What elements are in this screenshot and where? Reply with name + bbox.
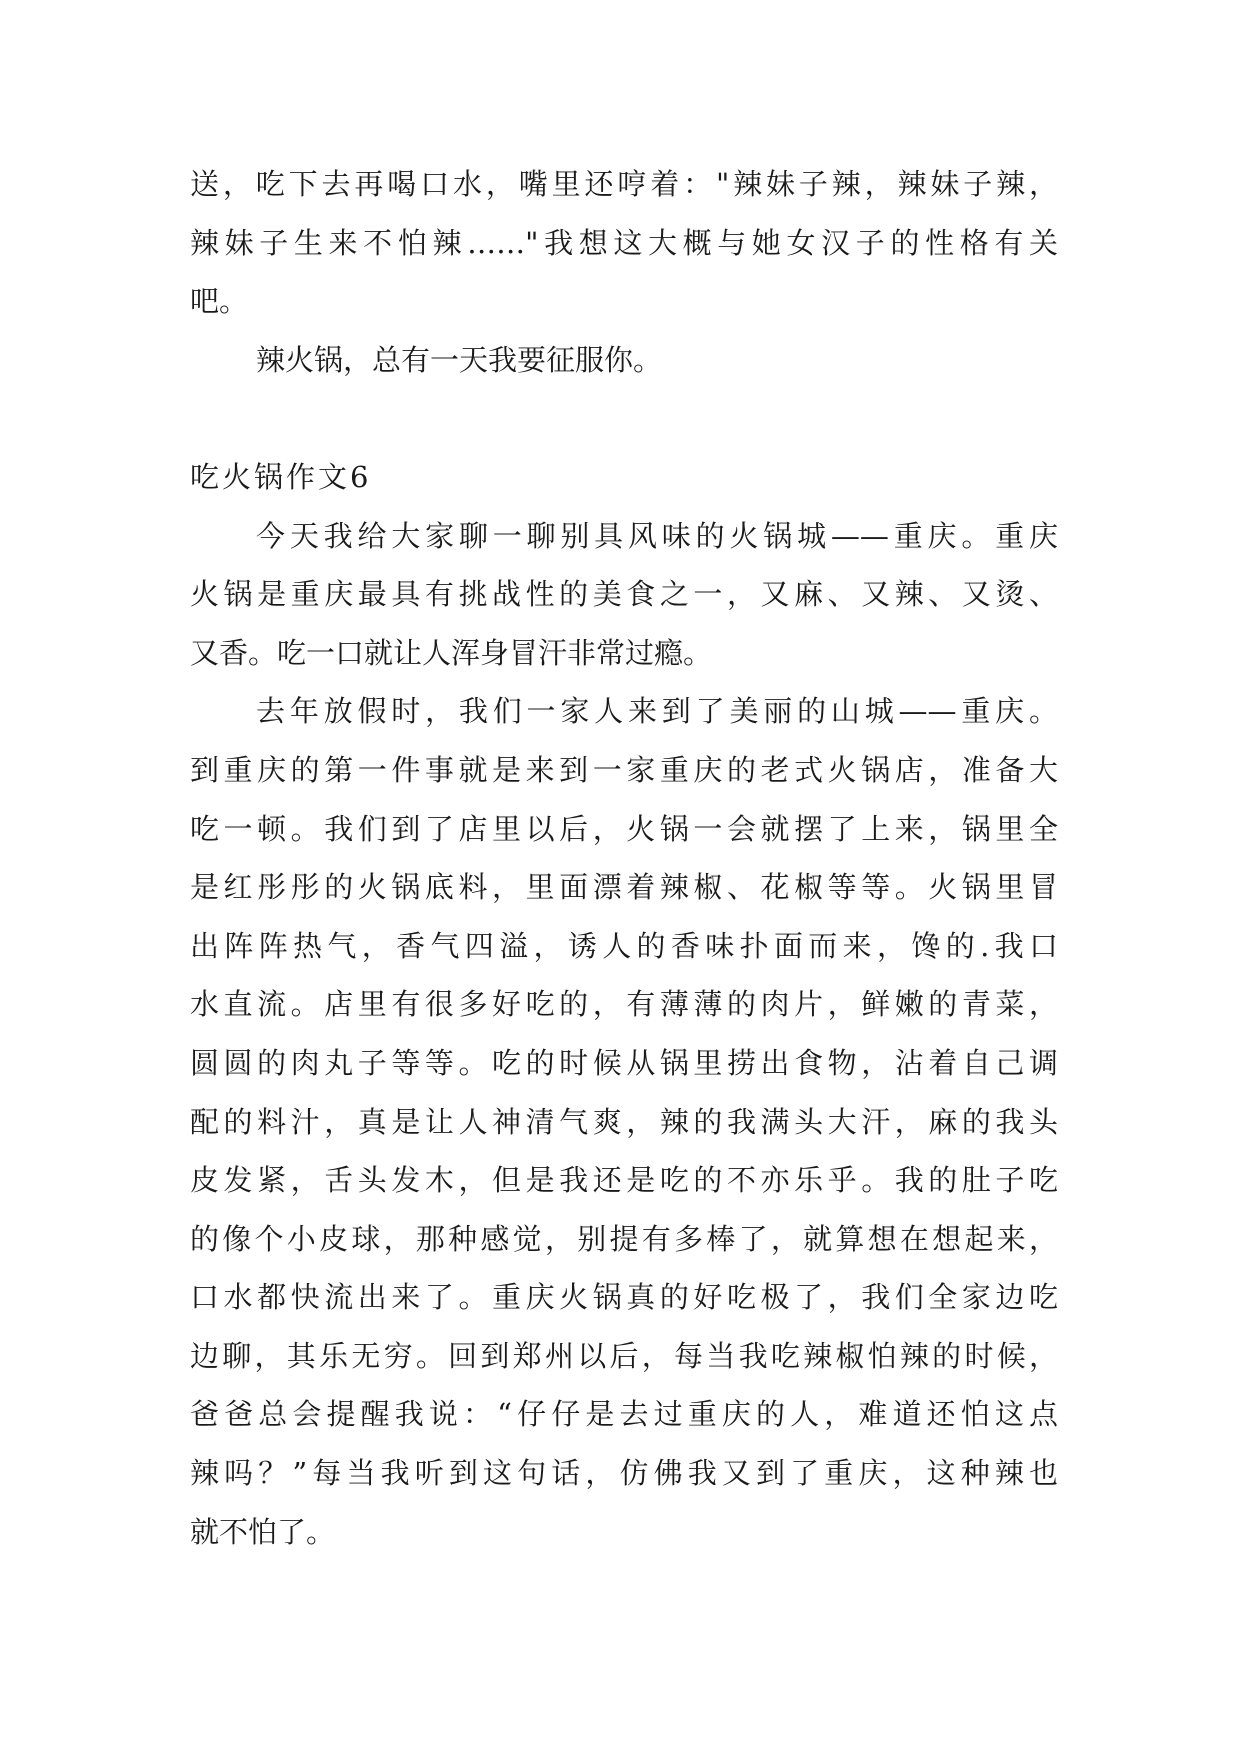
text-line: 水直流。店里有很多好吃的，有薄薄的肉片，鲜嫩的青菜， [190, 987, 1058, 1022]
text-line: 爸爸总会提醒我说：“仔仔是去过重庆的人，难道还怕这点 [190, 1397, 1058, 1432]
text-line: 送，吃下去再喝口水，嘴里还哼着："辣妹子辣，辣妹子辣， [190, 167, 1058, 201]
text-line: 火锅是重庆最具有挑战性的美食之一，又麻、又辣、又烫、 [190, 577, 1058, 612]
text-line: 的像个小皮球，那种感觉，别提有多棒了，就算想在想起来， [190, 1221, 1058, 1256]
text-line: 吃一顿。我们到了店里以后，火锅一会就摆了上来，锅里全 [190, 811, 1058, 846]
text-line: 就不怕了。 [190, 1514, 336, 1549]
text-line: 辣吗？”每当我听到这句话，仿佛我又到了重庆，这种辣也 [190, 1456, 1058, 1491]
text-line: 吧。 [190, 284, 249, 319]
essay-5-ending [190, 155, 1058, 389]
section-title: 吃火锅作文6 [190, 459, 372, 494]
paragraph [190, 682, 1058, 1561]
text-line: 口水都快流出来了。重庆火锅真的好吃极了，我们全家边吃 [190, 1280, 1058, 1315]
text-line: 边聊，其乐无穷。回到郑州以后，每当我吃辣椒怕辣的时候， [190, 1338, 1058, 1373]
text-line: 出阵阵热气，香气四溢，诱人的香味扑面而来，馋的.我口 [190, 928, 1058, 963]
text-line: 圆圆的肉丸子等等。吃的时候从锅里捞出食物，沾着自己调 [190, 1045, 1058, 1080]
paragraph [190, 155, 1058, 331]
text-line: 是红彤彤的火锅底料，里面漂着辣椒、花椒等等。火锅里冒 [190, 870, 1058, 905]
text-line: 又香。吃一口就让人浑身冒汗非常过瘾。 [190, 635, 713, 670]
blank-line [190, 389, 1058, 448]
text-line: 到重庆的第一件事就是来到一家重庆的老式火锅店，准备大 [190, 752, 1058, 787]
text-line: 皮发紧，舌头发木，但是我还是吃的不亦乐乎。我的肚子吃 [190, 1163, 1058, 1198]
paragraph [190, 507, 1058, 683]
text-line: 今天我给大家聊一聊别具风味的火锅城——重庆。重庆 [256, 518, 1058, 553]
text-line: 辣妹子生来不怕辣……"我想这大概与她女汉子的性格有关 [190, 225, 1058, 260]
document-page [190, 155, 1058, 1561]
paragraph [190, 331, 1058, 390]
text-line: 去年放假时，我们一家人来到了美丽的山城——重庆。 [256, 694, 1058, 729]
text-line: 辣火锅，总有一天我要征服你。 [256, 342, 663, 377]
essay-6-body [190, 507, 1058, 1562]
text-line: 配的料汁，真是让人神清气爽，辣的我满头大汗，麻的我头 [190, 1104, 1058, 1139]
